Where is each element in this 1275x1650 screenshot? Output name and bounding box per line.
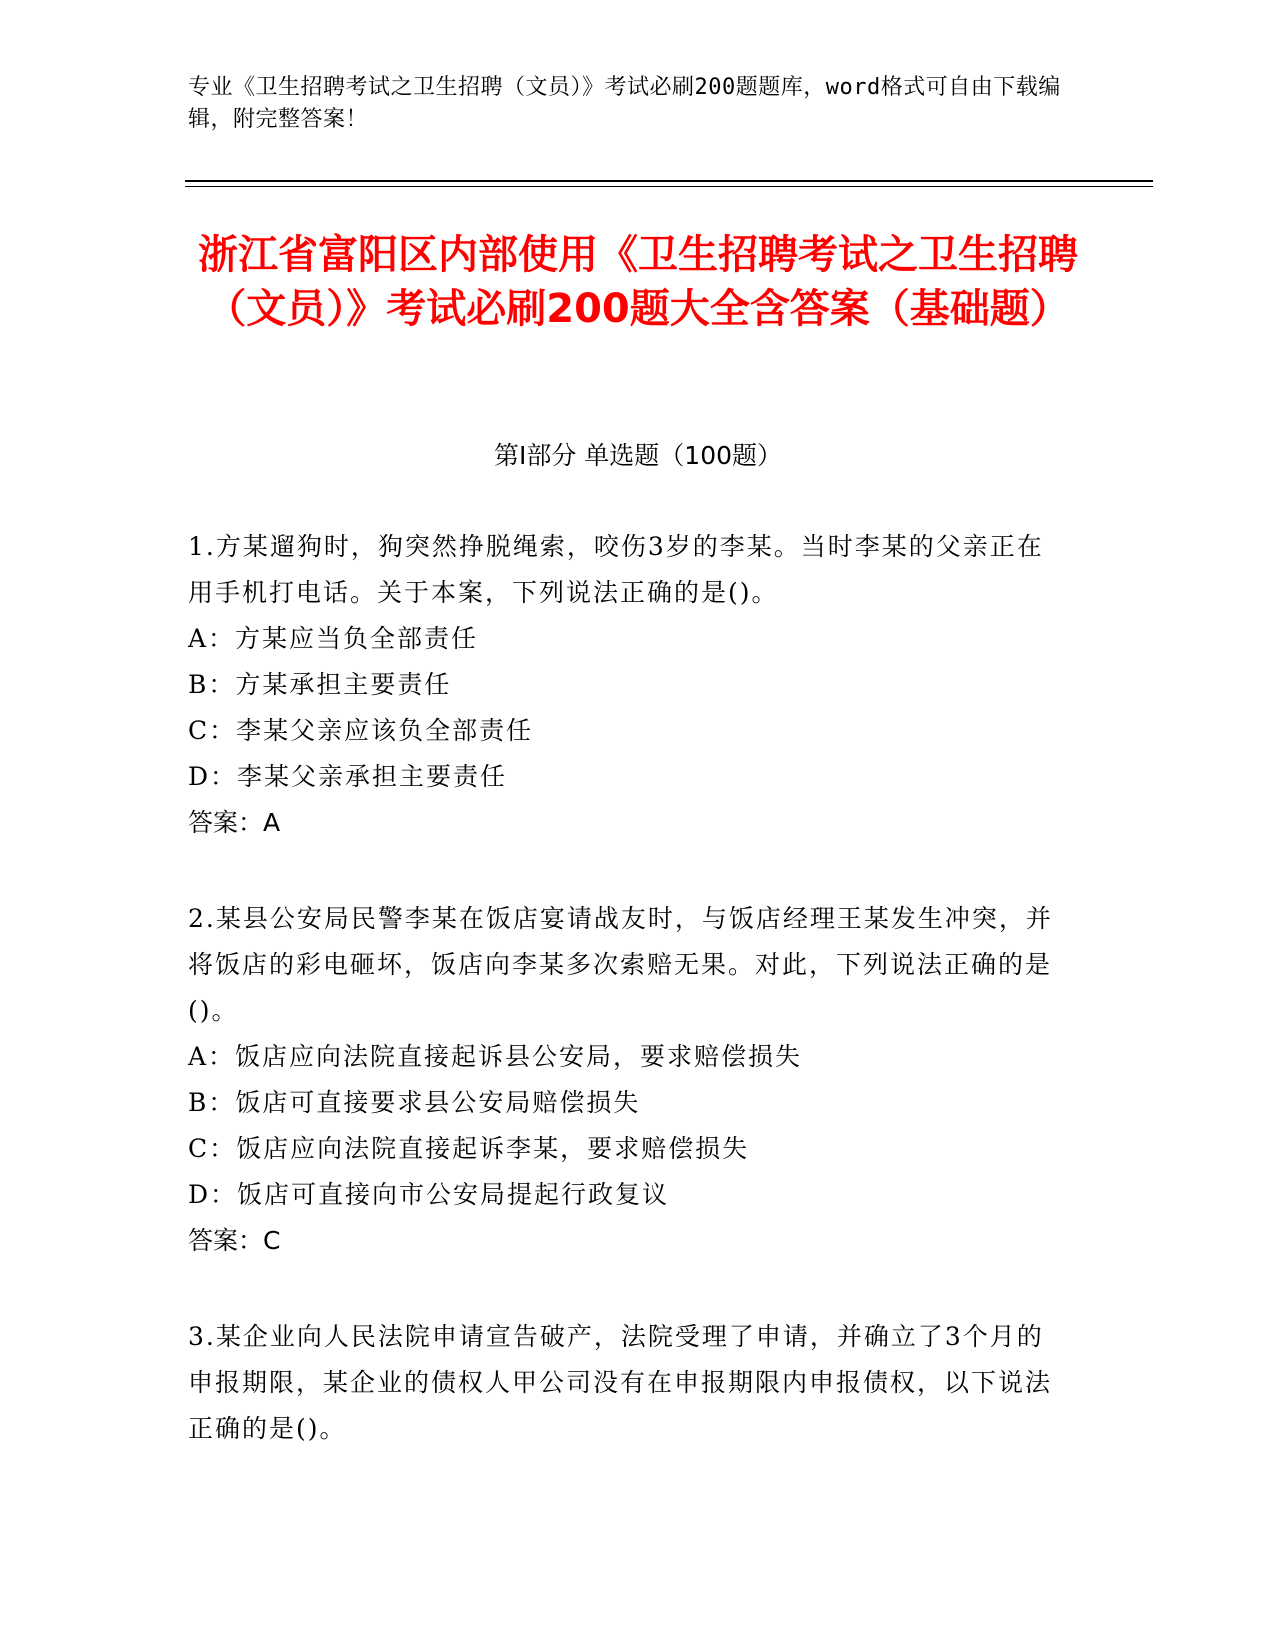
header-divider bbox=[185, 180, 1153, 182]
option-c: C：饭店应向法院直接起诉李某，要求赔偿损失 bbox=[188, 1134, 750, 1163]
question-2 bbox=[188, 896, 1068, 1264]
question-stem: 1.方某遛狗时，狗突然挣脱绳索，咬伤3岁的李某。当时李某的父亲正在用手机打电话。关于本案，下列说法正确的是()。 bbox=[188, 532, 1044, 607]
section-heading: 第I部分 单选题（100题） bbox=[493, 441, 783, 470]
option-a: A：饭店应向法院直接起诉县公安局，要求赔偿损失 bbox=[188, 1042, 803, 1071]
option-d: D：李某父亲承担主要责任 bbox=[188, 762, 508, 791]
answer: 答案：A bbox=[188, 808, 281, 837]
header-divider-thin bbox=[185, 186, 1153, 187]
question-1 bbox=[188, 524, 1068, 846]
option-a: A：方某应当负全部责任 bbox=[188, 624, 479, 653]
question-3 bbox=[188, 1314, 1068, 1452]
header-note: 专业《卫生招聘考试之卫生招聘（文员）》考试必刷200题题库，word格式可自由下载编辑，附完整答案！ bbox=[188, 75, 1061, 132]
question-stem: 2.某县公安局民警李某在饭店宴请战友时，与饭店经理王某发生冲突，并将饭店的彩电砸坏，饭店向李某多次索赔无果。对此，下列说法正确的是()。 bbox=[188, 904, 1053, 1025]
question-list bbox=[188, 524, 1068, 1502]
question-stem: 3.某企业向人民法院申请宣告破产，法院受理了申请，并确立了3个月的申报期限，某企业的债权人甲公司没有在申报期限内申报债权，以下说法正确的是()。 bbox=[188, 1322, 1053, 1443]
option-b: B：方某承担主要责任 bbox=[188, 670, 452, 699]
option-d: D：饭店可直接向市公安局提起行政复议 bbox=[188, 1180, 670, 1209]
document-title: 浙江省富阳区内部使用《卫生招聘考试之卫生招聘（文员）》考试必刷200题大全含答案（基础题） bbox=[198, 232, 1078, 332]
option-c: C：李某父亲应该负全部责任 bbox=[188, 716, 534, 745]
answer: 答案：C bbox=[188, 1226, 281, 1255]
option-b: B：饭店可直接要求县公安局赔偿损失 bbox=[188, 1088, 641, 1117]
